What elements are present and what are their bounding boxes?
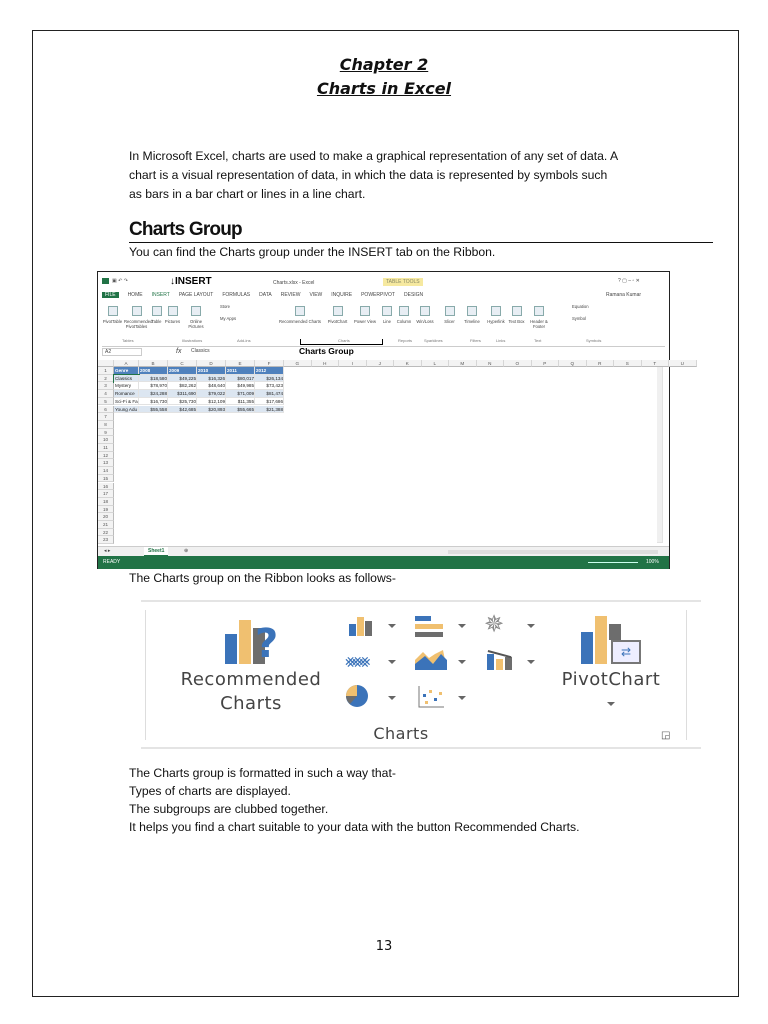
column-header-S[interactable]: S	[614, 360, 642, 367]
column-header-C[interactable]: C	[168, 360, 197, 367]
fx-icon: fx	[176, 348, 182, 355]
dialog-launcher-icon[interactable]: ◲	[661, 730, 671, 741]
ribbon-button-line[interactable]: Line	[383, 319, 391, 324]
chapter-number: Chapter 2	[339, 55, 429, 74]
row-header[interactable]: 21	[98, 521, 114, 529]
chevron-down-icon[interactable]	[388, 624, 396, 628]
column-chart-icon[interactable]	[347, 616, 377, 636]
table-header-cell[interactable]: Genre	[114, 367, 139, 375]
tab-powerpivot[interactable]: POWERPIVOT	[361, 292, 395, 298]
column-header-J[interactable]: J	[367, 360, 395, 367]
row-header[interactable]: 20	[98, 513, 114, 521]
tab-view[interactable]: VIEW	[309, 292, 323, 298]
charts-group-label: Charts	[373, 724, 429, 743]
sheet-nav-icons[interactable]: ◂ ▸	[104, 548, 111, 554]
table-cell[interactable]: $80,017	[226, 375, 255, 383]
ribbon-icon	[191, 306, 201, 316]
column-header-R[interactable]: R	[587, 360, 615, 367]
row-header[interactable]: 12	[98, 452, 114, 460]
ribbon-icon	[534, 306, 544, 316]
row-header[interactable]: 9	[98, 429, 114, 437]
table-cell[interactable]: $18,580	[139, 375, 168, 383]
ribbon-group-label: Links	[496, 338, 506, 343]
charts-group-annotation: Charts Group	[299, 346, 354, 356]
ribbon-group-label: Illustrations	[182, 338, 203, 343]
ribbon-button-pictures[interactable]: Pictures	[164, 319, 181, 324]
status-text: READY	[103, 559, 121, 565]
page-number: 13	[375, 939, 393, 954]
ribbon-button-store[interactable]: Store	[220, 304, 231, 309]
section-text: You can find the Charts group under the INSERT tab on the Ribbon.	[129, 245, 496, 259]
table-cell[interactable]: $42,685	[168, 406, 197, 414]
ribbon-button-pivotchart[interactable]: PivotChart	[327, 319, 348, 324]
table-cell[interactable]: Classics	[114, 375, 139, 383]
table-cell[interactable]: $311,690	[168, 390, 197, 398]
ribbon-icon	[295, 306, 305, 316]
column-header-N[interactable]: N	[477, 360, 505, 367]
column-header-Q[interactable]: Q	[559, 360, 587, 367]
row-header[interactable]: 16	[98, 483, 114, 491]
ribbon-icon	[467, 306, 477, 316]
table-cell[interactable]: $48,640	[197, 382, 226, 390]
pie-chart-icon[interactable]	[345, 684, 369, 708]
list-item: It helps you find a chart suitable to your data with the button Recommended Charts.	[129, 820, 580, 834]
ribbon-group-label: Sparklines	[424, 338, 443, 343]
ribbon-icon	[445, 306, 455, 316]
ribbon-button-win-loss[interactable]: Win/Loss	[416, 319, 434, 324]
ribbon-icon	[512, 306, 522, 316]
ribbon-group-label: Add-ins	[237, 338, 251, 343]
chapter-title: Charts in Excel	[316, 79, 452, 98]
ribbon-icon	[360, 306, 370, 316]
row-header[interactable]: 10	[98, 436, 114, 444]
table-cell[interactable]: $11,355	[226, 398, 255, 406]
ribbon-button-hyperlink[interactable]: Hyperlink	[487, 319, 505, 324]
table-header-cell[interactable]: 2012	[255, 367, 284, 375]
intro-line: chart is a visual representation of data, in which the data is represented by symbols such	[129, 168, 608, 182]
ribbon-button-pivottable[interactable]: PivotTable	[102, 319, 123, 324]
excel-logo-icon	[102, 278, 109, 284]
column-header-T[interactable]: T	[642, 360, 670, 367]
ribbon-button-power-view[interactable]: Power View	[353, 319, 377, 324]
recommended-label: Recommended	[180, 669, 322, 690]
ribbon-button-header-footer[interactable]: Header & Footer	[530, 319, 548, 329]
chevron-down-icon[interactable]	[388, 696, 396, 700]
table-cell[interactable]: $81,474	[255, 390, 284, 398]
ribbon-icon	[132, 306, 142, 316]
select-all-corner[interactable]	[98, 360, 114, 367]
sheet-tab[interactable]: Sheet1	[144, 547, 168, 557]
row-header[interactable]: 13	[98, 459, 114, 467]
name-box[interactable]: A2	[102, 348, 142, 356]
user-name: Ramana Kumar	[606, 292, 642, 298]
divider	[145, 610, 146, 740]
pivotchart-button[interactable]: PivotChart	[561, 669, 661, 690]
chevron-down-icon[interactable]	[607, 702, 615, 706]
table-header-cell[interactable]: 2010	[197, 367, 226, 375]
ribbon-button-timeline[interactable]: Timeline	[464, 319, 480, 324]
table-cell[interactable]: $17,686	[255, 398, 284, 406]
chevron-down-icon[interactable]	[458, 624, 466, 628]
column-header-U[interactable]: U	[669, 360, 697, 367]
area-chart-icon[interactable]	[415, 648, 447, 670]
row-header[interactable]: 17	[98, 490, 114, 498]
column-header-K[interactable]: K	[394, 360, 422, 367]
ribbon-icon	[399, 306, 409, 316]
chevron-down-icon[interactable]	[527, 660, 535, 664]
table-cell[interactable]: $25,730	[168, 398, 197, 406]
radar-chart-icon[interactable]: ✵	[484, 611, 505, 638]
formula-bar[interactable]: Classics	[191, 348, 210, 354]
column-header-F[interactable]: F	[255, 360, 284, 367]
column-header-H[interactable]: H	[312, 360, 340, 367]
ribbon-button-column[interactable]: Column	[396, 319, 412, 324]
ribbon-button-recommended-charts[interactable]: Recommended Charts	[279, 319, 321, 324]
ribbon-icon	[420, 306, 430, 316]
ribbon-button-equation[interactable]: Equation	[572, 304, 589, 309]
table-cell[interactable]: $20,893	[197, 406, 226, 414]
table-cell[interactable]: Mystery	[114, 382, 139, 390]
ribbon-icon	[382, 306, 392, 316]
ribbon-group-label: Text	[534, 338, 542, 343]
tab-insert[interactable]: INSERT	[151, 292, 170, 298]
table-cell[interactable]: Romance	[114, 390, 139, 398]
horizontal-scrollbar[interactable]	[448, 550, 658, 554]
column-header-A[interactable]: A	[114, 360, 139, 367]
row-header[interactable]: 14	[98, 467, 114, 475]
ribbon-button-slicer[interactable]: Slicer	[444, 319, 455, 324]
table-cell[interactable]: $26,134	[255, 375, 284, 383]
charts-group-image	[141, 600, 701, 749]
recommended-label: Charts	[220, 693, 282, 714]
table-header-cell[interactable]: 2011	[226, 367, 255, 375]
row-header[interactable]: 5	[98, 398, 114, 406]
column-header-P[interactable]: P	[532, 360, 560, 367]
line-chart-icon[interactable]: ⨳⨳⨳	[345, 651, 367, 671]
window-controls[interactable]: ? ▢ – ▫ ✕	[618, 278, 640, 284]
column-header-I[interactable]: I	[339, 360, 367, 367]
table-cell[interactable]: $55,665	[226, 406, 255, 414]
table-cell[interactable]: $55,558	[139, 406, 168, 414]
column-header-D[interactable]: D	[197, 360, 226, 367]
ribbon-icon	[168, 306, 178, 316]
row-header[interactable]: 6	[98, 406, 114, 414]
ribbon-button-my-apps[interactable]: My Apps	[220, 316, 237, 321]
column-header-E[interactable]: E	[226, 360, 255, 367]
ribbon-button-online-pictures[interactable]: Online Pictures	[188, 319, 204, 329]
intro-line: as bars in a bar chart or lines in a line chart.	[129, 187, 366, 201]
table-cell[interactable]: $73,423	[255, 382, 284, 390]
row-header[interactable]: 15	[98, 475, 114, 483]
tab-home[interactable]: HOME	[127, 292, 143, 298]
tab-file[interactable]: FILE	[102, 292, 119, 298]
charts-group-bracket	[300, 339, 383, 345]
chevron-down-icon[interactable]	[458, 696, 466, 700]
status-bar	[98, 556, 669, 569]
ribbon-icon	[152, 306, 162, 316]
row-header[interactable]: 11	[98, 444, 114, 452]
ribbon-group-label: Charts	[338, 338, 350, 343]
tab-inquire[interactable]: INQUIRE	[331, 292, 353, 298]
table-tools-label: TABLE TOOLS	[383, 278, 423, 286]
tab-data[interactable]: DATA	[259, 292, 272, 298]
intro-paragraph	[129, 147, 719, 204]
zoom-level: 100%	[646, 559, 659, 565]
ribbon-icon	[108, 306, 118, 316]
add-sheet-icon[interactable]: ⊕	[184, 548, 189, 554]
row-header[interactable]: 4	[98, 390, 114, 398]
zoom-slider[interactable]	[588, 562, 638, 563]
window-title: Charts.xlsx - Excel	[273, 280, 315, 286]
pivotchart-icon[interactable]: ⇄	[581, 614, 647, 668]
recommended-charts-icon[interactable]: ?	[225, 616, 295, 666]
table-header-cell[interactable]: 2009	[168, 367, 197, 375]
table-cell[interactable]: $12,109	[197, 398, 226, 406]
list-item: The subgroups are clubbed together.	[129, 802, 329, 816]
excel-screenshot	[97, 271, 684, 569]
intro-line: In Microsoft Excel, charts are used to make a graphical representation of any set of data. A	[129, 149, 619, 163]
tab-review[interactable]: REVIEW	[280, 292, 301, 298]
bar-chart-icon[interactable]	[415, 616, 445, 638]
table-cell[interactable]: Young Adu	[115, 406, 138, 412]
list-item: The Charts group is formatted in such a way that-	[129, 766, 396, 780]
table-cell[interactable]: $49,225	[168, 375, 197, 383]
row-header[interactable]: 2	[98, 375, 114, 383]
tab-page-layout[interactable]: PAGE LAYOUT	[178, 292, 214, 298]
column-header-B[interactable]: B	[139, 360, 168, 367]
divider	[686, 610, 687, 740]
ribbon-tabs	[102, 292, 423, 298]
bullet-list	[129, 764, 719, 836]
list-item: Types of charts are displayed.	[129, 784, 291, 798]
table-cell[interactable]: $49,985	[226, 382, 255, 390]
recommended-charts-button[interactable]	[151, 668, 351, 716]
row-header[interactable]: 18	[98, 498, 114, 506]
table-cell[interactable]: $16,730	[139, 398, 168, 406]
insert-annotation: ↓INSERT	[170, 276, 212, 287]
column-header-M[interactable]: M	[449, 360, 477, 367]
ribbon-icon	[491, 306, 501, 316]
ribbon-button-text-box[interactable]: Text Box	[508, 319, 525, 324]
table-cell[interactable]: $16,326	[197, 375, 226, 383]
chevron-down-icon[interactable]	[388, 660, 396, 664]
table-cell[interactable]: $82,262	[168, 382, 197, 390]
sheet-tab-bar	[98, 546, 669, 556]
ribbon-group-label: Symbols	[586, 338, 602, 343]
table-cell[interactable]: $78,970	[139, 382, 168, 390]
spreadsheet-grid[interactable]	[98, 360, 684, 546]
section-heading: Charts Group	[129, 219, 713, 243]
row-header[interactable]: 23	[98, 536, 114, 544]
combo-chart-icon[interactable]	[487, 648, 515, 670]
vertical-scrollbar[interactable]	[657, 367, 663, 543]
row-header[interactable]: 22	[98, 529, 114, 537]
row-header[interactable]: 8	[98, 421, 114, 429]
ribbon	[102, 302, 665, 347]
row-header[interactable]: 1	[98, 367, 114, 375]
ribbon-group-label: Tables	[122, 338, 134, 343]
table-cell[interactable]: $24,288	[139, 390, 168, 398]
table-header-cell[interactable]: 2008	[139, 367, 168, 375]
column-header-L[interactable]: L	[422, 360, 450, 367]
ribbon-button-table[interactable]: Table	[151, 319, 162, 324]
row-header[interactable]: 7	[98, 413, 114, 421]
tab-formulas[interactable]: FORMULAS	[222, 292, 251, 298]
table-cell[interactable]: $79,022	[197, 390, 226, 398]
column-header-G[interactable]: G	[284, 360, 312, 367]
ribbon-group-label: Filters	[470, 338, 481, 343]
ribbon-icon	[333, 306, 343, 316]
table-cell[interactable]: Sci-Fi & Fa	[115, 398, 138, 404]
row-header[interactable]: 3	[98, 382, 114, 390]
chevron-down-icon[interactable]	[527, 624, 535, 628]
row-header[interactable]: 19	[98, 506, 114, 514]
quick-access-icons: ▣ ↶ ↷	[112, 278, 128, 284]
column-header-O[interactable]: O	[504, 360, 532, 367]
ribbon-group-label: Reports	[398, 338, 413, 343]
chevron-down-icon[interactable]	[458, 660, 466, 664]
table-cell[interactable]: $21,388	[255, 406, 284, 414]
scatter-chart-icon[interactable]	[418, 686, 444, 708]
caption: The Charts group on the Ribbon looks as follows-	[129, 571, 396, 585]
tab-design[interactable]: DESIGN	[404, 292, 424, 298]
table-cell[interactable]: $71,009	[226, 390, 255, 398]
ribbon-button-recommended-pivottables[interactable]: Recommended PivotTables	[124, 319, 153, 329]
ribbon-button-symbol[interactable]: Symbol	[572, 316, 586, 321]
